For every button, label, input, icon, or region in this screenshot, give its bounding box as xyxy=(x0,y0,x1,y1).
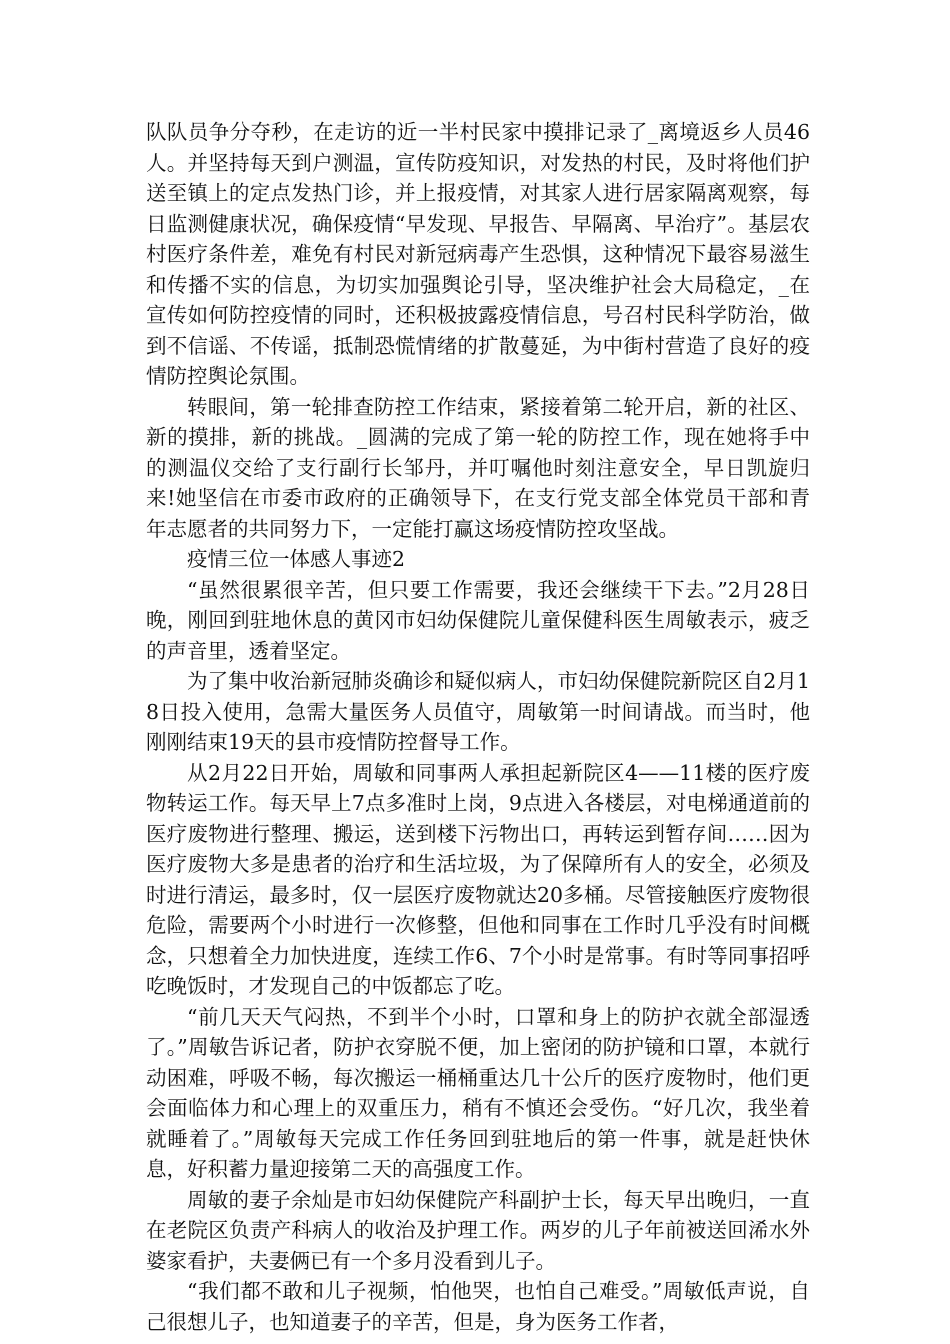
paragraph-6: “前几天天气闷热，不到半个小时，口罩和身上的防护衣就全部湿透了。”周敏告诉记者，防护衣穿脱不便，加上密闭的防护镜和口罩，本就行动困难，呼吸不畅，每次搬运一桶桶重达几十公斤的医疗废物时，他们更会面临体力和心理上的双重压力，稍有不慎还会受伤。“好几次，我坐着就睡着了。”周敏每天完成工作任务回到驻地后的第一件事，就是赶快休息，好积蓄力量迎接第二天的高强度工作。 xyxy=(146,1004,810,1181)
paragraph-5: 从2月22日开始，周敏和同事两人承担起新院区4——11楼的医疗废物转运工作。每天早上7点多准时上岗，9点进入各楼层，对电梯通道前的医疗废物进行整理、搬运，送到楼下污物出口，再转运到暂存间……因为医疗废物大多是患者的治疗和生活垃圾，为了保障所有人的安全，必须及时进行清运，最多时，仅一层医疗废物就达20多桶。尽管接触医疗废物很危险，需要两个小时进行一次修整，但他和同事在工作时几乎没有时间概念，只想着全力加快进度，连续工作6、7个小时是常事。有时等同事招呼吃晚饭时，才发现自己的中饭都忘了吃。 xyxy=(146,760,810,998)
paragraph-7: 周敏的妻子余灿是市妇幼保健院产科副护士长，每天早出晚归，一直在老院区负责产科病人的收治及护理工作。两岁的儿子年前被送回浠水外婆家看护，夫妻俩已有一个多月没看到儿子。 xyxy=(146,1187,810,1273)
paragraph-8: “我们都不敢和儿子视频，怕他哭，也怕自己难受。”周敏低声说，自己很想儿子，也知道妻子的辛苦，但是，身为医务工作者， xyxy=(146,1279,810,1334)
paragraph-3: “虽然很累很辛苦，但只要工作需要，我还会继续干下去。”2月28日晚，刚回到驻地休息的黄冈市妇幼保健院儿童保健科医生周敏表示，疲乏的声音里，透着坚定。 xyxy=(146,577,810,663)
paragraph-1: 队队员争分夺秒，在走访的近一半村民家中摸排记录了_离境返乡人员46人。并坚持每天到户测温，宣传防疫知识，对发热的村民，及时将他们护送至镇上的定点发热门诊，并上报疫情，对其家人进行居家隔离观察，每日监测健康状况，确保疫情“早发现、早报告、早隔离、早治疗”。基层农村医疗条件差，难免有村民对新冠病毒产生恐惧，这种情况下最容易滋生和传播不实的信息，为切实加强舆论引导，坚决维护社会大局稳定，_在宣传如何防控疫情的同时，还积极披露疫情信息，号召村民科学防治，做到不信谣、不传谣，抵制恐慌情绪的扩散蔓延，为中街村营造了良好的疫情防控舆论氛围。 xyxy=(146,120,810,388)
paragraph-2: 转眼间，第一轮排查防控工作结束，紧接着第二轮开启，新的社区、新的摸排，新的挑战。_圆满的完成了第一轮的防控工作，现在她将手中的测温仪交给了支行副行长邹丹，并叮嘱他时刻注意安全，早日凯旋归来!她坚信在市委市政府的正确领导下，在支行党支部全体党员干部和青年志愿者的共同努力下，一定能打赢这场疫情防控攻坚战。 xyxy=(146,394,810,541)
paragraph-4: 为了集中收治新冠肺炎确诊和疑似病人，市妇幼保健院新院区自2月18日投入使用，急需大量医务人员值守，周敏第一时间请战。而当时，他刚刚结束19天的县市疫情防控督导工作。 xyxy=(146,669,810,754)
document-body xyxy=(146,117,810,1337)
section-heading: 疫情三位一体感人事迹2 xyxy=(187,547,406,571)
